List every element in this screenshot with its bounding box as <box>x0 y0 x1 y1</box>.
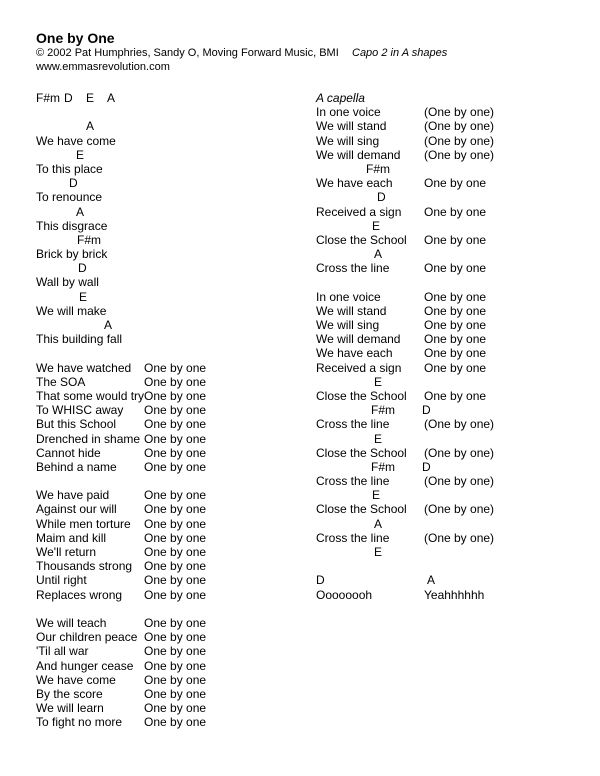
lyric-line <box>316 134 596 148</box>
lyric-text: We will teach <box>36 615 107 630</box>
lyric-line <box>36 446 316 460</box>
lyric-line <box>316 205 596 219</box>
chord-line <box>36 91 316 105</box>
response-text: One by one <box>144 445 207 460</box>
lyric-line <box>36 588 316 602</box>
chord-line <box>316 403 596 417</box>
lyric-line <box>36 134 316 148</box>
lyrics-column-right <box>316 91 596 602</box>
chord: F#m <box>36 91 60 105</box>
response-text: One by one <box>144 417 207 432</box>
lyric-text: In one voice <box>316 289 381 304</box>
blank-line <box>36 474 316 488</box>
lyric-text: Cross the line <box>316 261 390 276</box>
lyric-text: We have paid <box>36 488 110 503</box>
lyric-line <box>36 545 316 559</box>
lyric-text: Maim and kill <box>36 530 107 545</box>
response-text: (One by one) <box>424 119 495 134</box>
response-text: One by one <box>424 176 487 191</box>
response-text: One by one <box>144 559 207 574</box>
lyric-line <box>36 361 316 375</box>
response-text: One by one <box>144 374 207 389</box>
lyric-text: Close the School <box>316 502 407 517</box>
chord: F#m <box>77 232 101 247</box>
lyric-line <box>36 659 316 673</box>
capo-note: Capo 2 in A shapes <box>352 47 448 59</box>
lyric-line <box>316 105 596 119</box>
chord-line <box>316 190 596 204</box>
chord: A <box>104 318 113 332</box>
lyric-text: We have come <box>36 133 116 148</box>
lyric-line <box>316 148 596 162</box>
blank-line <box>36 602 316 616</box>
lyric-line <box>316 290 596 304</box>
chord: A <box>374 516 383 531</box>
lyric-text: Oooooooh <box>316 587 373 602</box>
lyric-text: We will stand <box>316 303 387 318</box>
chord-line <box>316 162 596 176</box>
chord: F#m <box>366 161 390 176</box>
chord-line <box>316 517 596 531</box>
lyric-text: We will demand <box>316 332 401 347</box>
lyric-line <box>316 474 596 488</box>
chord-line <box>36 261 316 275</box>
lyric-text: That some would try <box>36 388 145 403</box>
response-text: One by one <box>144 587 207 602</box>
chord: D <box>64 91 73 105</box>
chord-line <box>36 233 316 247</box>
lyric-text: Received a sign <box>316 360 402 375</box>
response-text: (One by one) <box>424 530 495 545</box>
lyric-line <box>316 588 596 602</box>
chord-line <box>316 432 596 446</box>
chord: D <box>69 176 78 191</box>
lyric-line <box>36 531 316 545</box>
lyric-line <box>36 275 316 289</box>
lyric-text: We will sing <box>316 133 380 148</box>
lyric-text: Against our will <box>36 502 117 517</box>
song-title: One by One <box>36 30 115 46</box>
chord-line <box>316 375 596 389</box>
blank-line <box>36 105 316 119</box>
lyric-line <box>316 502 596 516</box>
chord-line <box>316 573 596 587</box>
chord: D <box>78 261 87 276</box>
chord: E <box>374 374 383 389</box>
response-text: One by one <box>144 516 207 531</box>
response-text: One by one <box>424 204 487 219</box>
lyric-text: The SOA <box>36 374 86 389</box>
chord-line <box>36 119 316 133</box>
response-text: One by one <box>144 530 207 545</box>
lyric-text: Close the School <box>316 232 407 247</box>
chord: E <box>372 488 381 503</box>
lyric-text: We have each <box>316 176 393 191</box>
lyric-text: To WHISC away <box>36 403 124 418</box>
lyric-line <box>36 162 316 176</box>
lyric-text: We will make <box>36 303 107 318</box>
lyric-line <box>316 176 596 190</box>
lyric-line <box>36 559 316 573</box>
lyric-line <box>36 304 316 318</box>
chord: F#m <box>371 403 395 418</box>
lyric-line <box>36 460 316 474</box>
section-note <box>316 91 596 105</box>
lyric-text: Replaces wrong <box>36 587 123 602</box>
response-text: One by one <box>424 332 487 347</box>
lyric-text: We have each <box>316 346 393 361</box>
lyric-line <box>36 630 316 644</box>
lyric-line <box>316 304 596 318</box>
chord: D <box>422 403 431 418</box>
lyric-text: We have watched <box>36 360 132 375</box>
lyric-line <box>316 361 596 375</box>
chord: E <box>76 147 85 162</box>
response-text: One by one <box>144 488 207 503</box>
lyric-line <box>36 417 316 431</box>
lyric-line <box>36 488 316 502</box>
response-text: One by one <box>424 318 487 332</box>
lyric-text: We will learn <box>36 701 104 716</box>
lyric-line <box>36 247 316 261</box>
lyric-text: This building fall <box>36 332 123 347</box>
lyric-text: We will sing <box>316 318 380 332</box>
website-url: www.emmasrevolution.com <box>36 61 170 73</box>
lyric-text: To renounce <box>36 190 103 205</box>
chord: E <box>374 545 383 559</box>
lyric-line <box>36 403 316 417</box>
response-text: One by one <box>424 346 487 361</box>
lyric-line <box>36 673 316 687</box>
lyric-line <box>36 190 316 204</box>
chord: D <box>316 573 325 588</box>
lyric-text: Close the School <box>316 445 407 460</box>
lyric-text: Wall by wall <box>36 275 99 290</box>
lyric-text: To fight no more <box>36 715 123 730</box>
lyric-text: While men torture <box>36 516 131 531</box>
chord: F#m <box>371 459 395 474</box>
chord: E <box>86 91 95 105</box>
lyric-text: But this School <box>36 417 117 432</box>
lyric-line <box>316 119 596 133</box>
chord-line <box>316 247 596 261</box>
lyric-line <box>316 318 596 332</box>
lyric-line <box>316 446 596 460</box>
lyric-text: And hunger cease <box>36 658 134 673</box>
response-text: One by one <box>424 232 487 247</box>
response-text: One by one <box>144 630 207 645</box>
lyric-line <box>36 687 316 701</box>
lyric-text: Behind a name <box>36 459 117 474</box>
blank-line <box>36 346 316 360</box>
chord: A <box>107 91 116 105</box>
chord-line <box>36 318 316 332</box>
response-text: One by one <box>144 360 207 375</box>
lyric-text: Received a sign <box>316 204 402 219</box>
response-text: One by one <box>424 289 487 304</box>
response-text: One by one <box>424 360 487 375</box>
response-text: One by one <box>144 545 207 559</box>
lyric-line <box>36 517 316 531</box>
blank-line <box>316 559 596 573</box>
lyric-text: To this place <box>36 161 103 176</box>
response-text: (One by one) <box>424 147 495 162</box>
lyric-line <box>316 531 596 545</box>
lyric-text: Brick by brick <box>36 247 108 262</box>
response-text: One by one <box>144 573 207 588</box>
response-text: One by one <box>144 672 207 687</box>
response-text: (One by one) <box>424 502 495 517</box>
response-text: One by one <box>144 388 207 403</box>
lyric-line <box>36 432 316 446</box>
blank-line <box>316 275 596 289</box>
response-text: One by one <box>144 644 207 659</box>
response-text: One by one <box>144 715 207 730</box>
response-text: One by one <box>144 615 207 630</box>
lyric-line <box>316 389 596 403</box>
lyric-line <box>316 233 596 247</box>
lyric-text: This disgrace <box>36 218 108 233</box>
chord-line <box>316 545 596 559</box>
chord-line <box>316 488 596 502</box>
response-text: One by one <box>144 459 207 474</box>
chord: A <box>374 247 383 262</box>
lyric-text: Cross the line <box>316 474 390 489</box>
response-text: One by one <box>144 403 207 418</box>
lyric-text: Our children peace <box>36 630 138 645</box>
chord: E <box>79 289 88 304</box>
lyric-text: We will stand <box>316 119 387 134</box>
chord-line <box>36 290 316 304</box>
lyric-text: Until right <box>36 573 87 588</box>
response-text: One by one <box>144 686 207 701</box>
lyric-line <box>36 332 316 346</box>
chord: A <box>86 119 95 134</box>
lyric-text: Cross the line <box>316 417 390 432</box>
lyric-line <box>36 715 316 729</box>
lyric-text: Close the School <box>316 388 407 403</box>
lyric-text: We have come <box>36 672 116 687</box>
lyric-line <box>316 417 596 431</box>
response-text: One by one <box>424 388 487 403</box>
copyright-line: © 2002 Pat Humphries, Sandy O, Moving Forward Music, BMI <box>36 47 339 59</box>
lyric-text: Thousands strong <box>36 559 133 574</box>
lyric-line <box>36 701 316 715</box>
lyrics-column-left <box>36 91 316 729</box>
lyric-line <box>316 346 596 360</box>
chord-line <box>316 219 596 233</box>
response-text: One by one <box>144 658 207 673</box>
chord-line <box>36 205 316 219</box>
lyric-text: We will demand <box>316 147 401 162</box>
chord: D <box>377 190 386 205</box>
lyric-text: Drenched in shame <box>36 431 141 446</box>
lyric-line <box>36 375 316 389</box>
lyric-line <box>36 616 316 630</box>
response-text: One by one <box>144 701 207 716</box>
response-text: One by one <box>144 502 207 517</box>
lyric-line <box>36 644 316 658</box>
response-text: (One by one) <box>424 105 495 120</box>
chord: A <box>427 573 436 588</box>
lyric-line <box>36 219 316 233</box>
lyric-line <box>316 332 596 346</box>
response-text: One by one <box>424 261 487 276</box>
lyric-text: Cross the line <box>316 530 390 545</box>
lyric-line <box>36 502 316 516</box>
chord-line <box>316 460 596 474</box>
lyric-line <box>36 573 316 587</box>
chord: D <box>422 459 431 474</box>
lyric-line <box>316 261 596 275</box>
response-text: (One by one) <box>424 445 495 460</box>
response-text: (One by one) <box>424 417 495 432</box>
lyric-line <box>36 389 316 403</box>
response-text: One by one <box>144 431 207 446</box>
lyric-text: We'll return <box>36 545 97 559</box>
lyric-text: By the score <box>36 686 103 701</box>
lyric-text: Cannot hide <box>36 445 101 460</box>
lyric-text: A capella <box>316 91 365 105</box>
chord: A <box>76 204 85 219</box>
lyric-text: In one voice <box>316 105 381 120</box>
response-text: Yeahhhhhh <box>424 587 485 602</box>
lyric-text: 'Til all war <box>36 644 89 659</box>
chord: E <box>372 218 381 233</box>
response-text: (One by one) <box>424 133 495 148</box>
response-text: (One by one) <box>424 474 495 489</box>
chord-line <box>36 176 316 190</box>
chord-line <box>36 148 316 162</box>
response-text: One by one <box>424 303 487 318</box>
chord: E <box>374 431 383 446</box>
